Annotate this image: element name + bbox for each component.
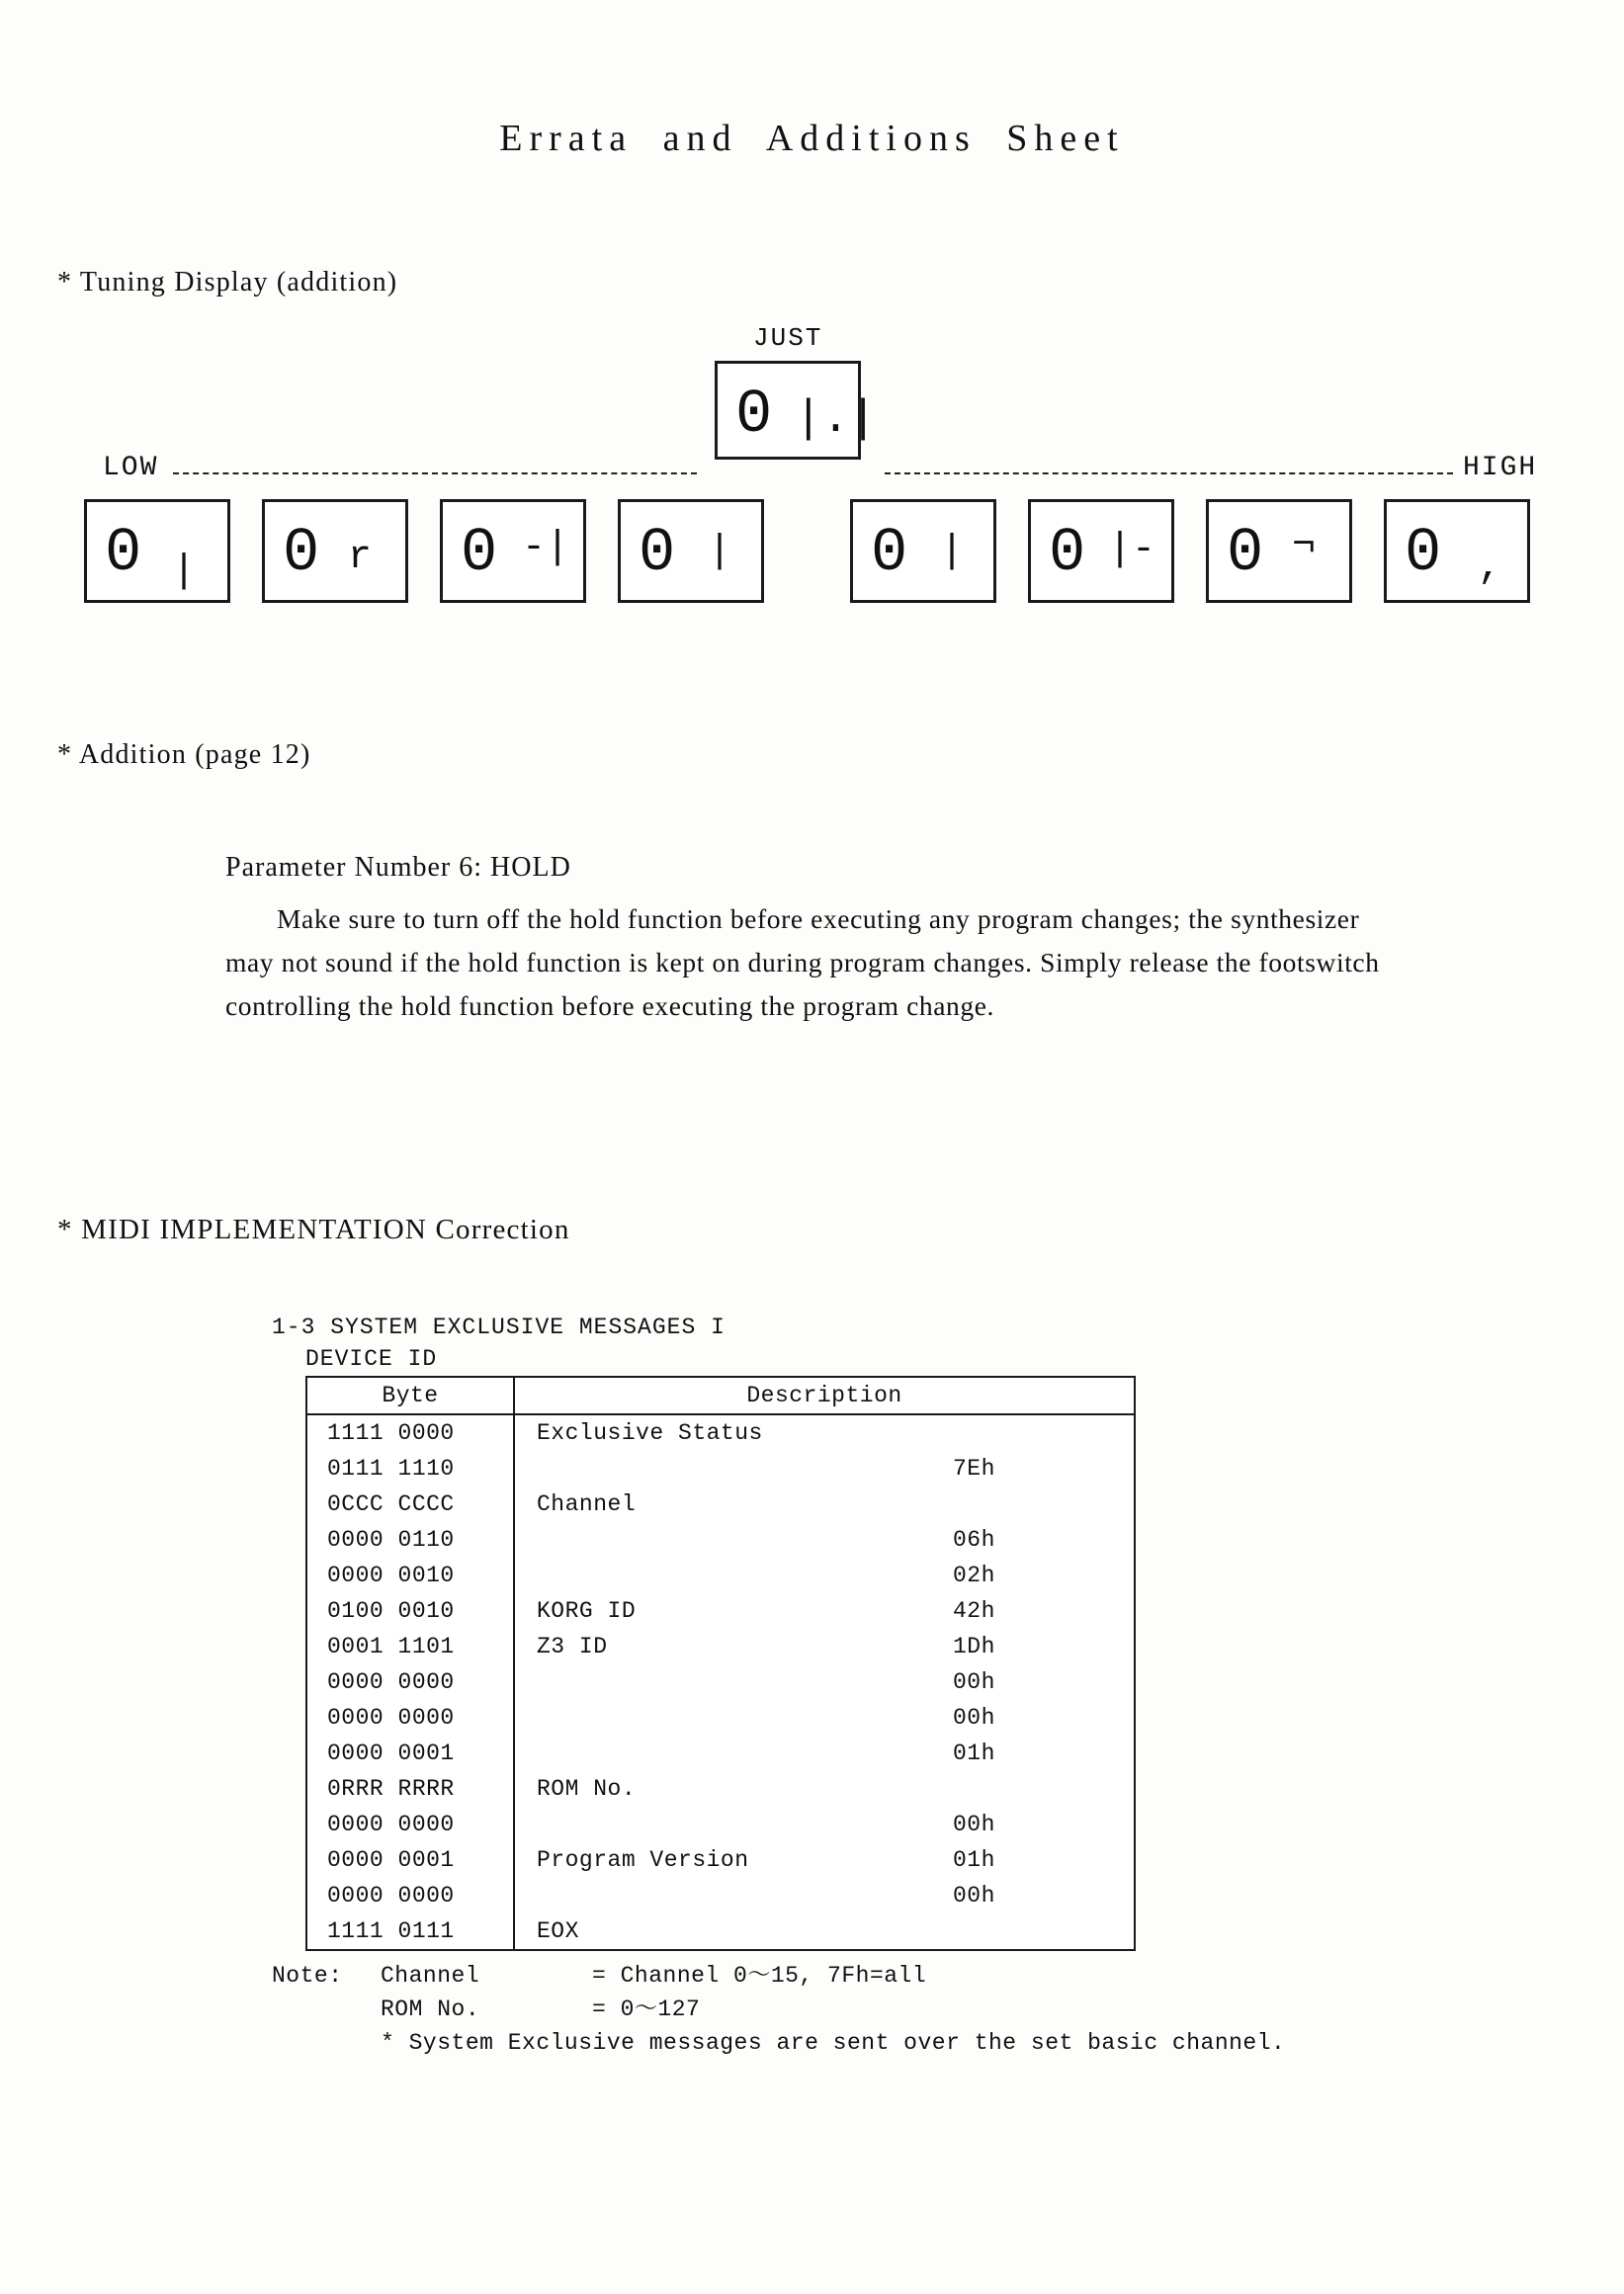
lcd-box-2 — [262, 499, 408, 603]
cell-hex: 00h — [953, 1704, 995, 1731]
note-label: Note: — [272, 1963, 343, 1989]
cell-description — [514, 1558, 929, 1593]
lcd-digit: 0 — [105, 518, 142, 588]
cell-hex: 42h — [953, 1597, 995, 1624]
lcd-box-just — [715, 361, 877, 460]
table-row — [306, 1451, 1135, 1487]
cell-description — [514, 1451, 929, 1487]
just-label: JUST — [753, 323, 823, 353]
lcd-box-3 — [440, 499, 586, 603]
cell-description — [514, 1736, 929, 1771]
lcd-mark: | — [172, 550, 197, 594]
cell-byte: 0CCC CCCC — [306, 1487, 514, 1522]
midi-table-subheading: DEVICE ID — [305, 1346, 438, 1372]
cell-byte: 0001 1101 — [306, 1629, 514, 1664]
cell-byte: 0000 0000 — [306, 1700, 514, 1736]
lcd-mark: , — [1478, 546, 1502, 590]
table-row — [306, 1629, 1135, 1664]
high-label: HIGH — [1463, 453, 1538, 483]
cell-hex: 1Dh — [953, 1633, 995, 1659]
cell-hex: 02h — [953, 1562, 995, 1588]
column-header-byte: Byte — [306, 1377, 514, 1414]
midi-table-heading: 1-3 SYSTEM EXCLUSIVE MESSAGES I — [272, 1315, 726, 1340]
table-row — [306, 1913, 1135, 1950]
cell-description: Z3 ID — [537, 1633, 608, 1659]
cell-byte: 0000 0010 — [306, 1558, 514, 1593]
table-header-row — [306, 1377, 1135, 1414]
cell-description: ROM No. — [537, 1775, 637, 1802]
cell-byte: 0100 0010 — [306, 1593, 514, 1629]
table-row — [306, 1842, 1135, 1878]
section-heading-addition: * Addition (page 12) — [57, 739, 311, 770]
cell-description: Channel — [537, 1490, 637, 1517]
note-value: = Channel 0～15, 7Fh=all — [592, 1963, 927, 1989]
lcd-mark: | — [708, 530, 732, 574]
cell-hex: 00h — [953, 1882, 995, 1909]
lcd-mark: ¬ — [1292, 524, 1317, 568]
lcd-box-7 — [1206, 499, 1352, 603]
cell-hex: 06h — [953, 1526, 995, 1553]
cell-byte: 0000 0001 — [306, 1736, 514, 1771]
cell-description: EOX — [537, 1917, 579, 1944]
note-label-empty — [272, 1993, 381, 2026]
cell-description — [514, 1700, 929, 1736]
cell-hex: 01h — [953, 1740, 995, 1766]
scale-dashed-line-left — [173, 472, 697, 474]
cell-hex — [929, 1487, 1135, 1522]
section-heading-tuning: * Tuning Display (addition) — [57, 267, 398, 297]
low-label: LOW — [103, 453, 159, 483]
table-row — [306, 1522, 1135, 1558]
note-line — [272, 1959, 1379, 1993]
lcd-digit: 0 — [871, 518, 908, 588]
cell-byte: 1111 0111 — [306, 1913, 514, 1950]
lcd-digit: 0 — [283, 518, 320, 588]
lcd-digit: 0 — [639, 518, 676, 588]
cell-hex: 7Eh — [953, 1455, 995, 1482]
lcd-digit: 0 — [1227, 518, 1264, 588]
cell-description: Program Version — [537, 1846, 749, 1873]
table-row — [306, 1487, 1135, 1522]
column-header-description: Description — [514, 1377, 1135, 1414]
lcd-mark: r — [348, 536, 373, 580]
table-row — [306, 1736, 1135, 1771]
table-row — [306, 1664, 1135, 1700]
table-notes — [272, 1959, 1379, 2060]
cell-description — [514, 1664, 929, 1700]
table-row — [306, 1700, 1135, 1736]
table-row — [306, 1771, 1135, 1807]
lcd-box-5 — [850, 499, 996, 603]
cell-byte: 0RRR RRRR — [306, 1771, 514, 1807]
parameter-body-text: Make sure to turn off the hold function before executing any program changes; the synthesizer may not sound if the hold function is kept on during program changes. Simply release the footswitch controlling the hold function before executing the program change. — [225, 903, 1380, 1021]
lcd-digit: 0 — [1405, 518, 1442, 588]
cell-byte: 0000 0001 — [306, 1842, 514, 1878]
lcd-box-6 — [1028, 499, 1174, 603]
parameter-title: Parameter Number 6: HOLD — [225, 852, 571, 883]
cell-hex: 00h — [953, 1668, 995, 1695]
cell-byte: 0000 0110 — [306, 1522, 514, 1558]
cell-hex — [929, 1414, 1135, 1451]
cell-hex: 00h — [953, 1811, 995, 1837]
table-row — [306, 1807, 1135, 1842]
lcd-mark: -| — [522, 526, 570, 570]
cell-description — [514, 1522, 929, 1558]
lcd-digit: 0 — [1049, 518, 1086, 588]
cell-description: Exclusive Status — [537, 1419, 763, 1446]
sysex-table — [305, 1376, 1136, 1951]
note-key: ROM No. — [381, 1997, 480, 2022]
scale-dashed-line-right — [885, 472, 1453, 474]
lcd-mark: |- — [1108, 528, 1156, 572]
note-footnote: * System Exclusive messages are sent over the set basic channel. — [381, 2030, 1286, 2056]
tuning-display-diagram — [0, 306, 1624, 633]
lcd-box-8 — [1384, 499, 1530, 603]
cell-byte: 1111 0000 — [306, 1414, 514, 1451]
lcd-mark: | — [940, 530, 965, 574]
cell-byte: 0000 0000 — [306, 1664, 514, 1700]
lcd-box-4 — [618, 499, 764, 603]
midi-implementation-block — [272, 1315, 1379, 2060]
lcd-digit: 0 — [735, 380, 773, 450]
cell-description — [514, 1878, 929, 1913]
section-heading-midi: * MIDI IMPLEMENTATION Correction — [57, 1214, 570, 1245]
table-row — [306, 1878, 1135, 1913]
lcd-box-1 — [84, 499, 230, 603]
lcd-mark: |.| — [795, 393, 877, 445]
note-key: Channel — [381, 1963, 480, 1989]
cell-description: KORG ID — [537, 1597, 637, 1624]
table-row — [306, 1558, 1135, 1593]
cell-hex — [929, 1771, 1135, 1807]
cell-hex: 01h — [953, 1846, 995, 1873]
cell-description — [514, 1807, 929, 1842]
cell-byte: 0111 1110 — [306, 1451, 514, 1487]
table-row — [306, 1593, 1135, 1629]
page-title: Errata and Additions Sheet — [499, 118, 1125, 159]
note-line — [272, 1993, 1379, 2026]
table-row — [306, 1414, 1135, 1451]
cell-hex — [929, 1913, 1135, 1950]
cell-byte: 0000 0000 — [306, 1807, 514, 1842]
note-value: = 0～127 — [592, 1997, 701, 2022]
cell-byte: 0000 0000 — [306, 1878, 514, 1913]
lcd-digit: 0 — [461, 518, 498, 588]
